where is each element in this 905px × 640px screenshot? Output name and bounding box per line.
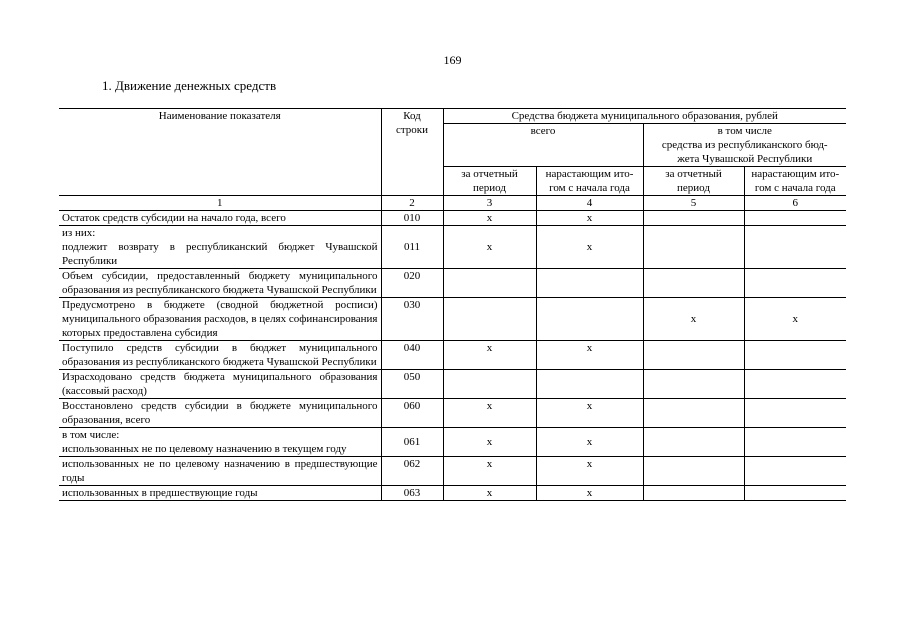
row-cell: x — [643, 298, 744, 341]
row-code: 062 — [381, 457, 443, 486]
header-period-5: за отчетный период — [643, 167, 744, 196]
row-cell — [744, 428, 846, 457]
row-cell: x — [443, 486, 536, 501]
row-name: Предусмотрено в бюджете (сводной бюджетной росписи) муниципального образования расходов, в целях софинансирования которых предоставлена субсидия — [59, 298, 381, 341]
row-name: использованных не по целевому назначению в предшествующие годы — [59, 457, 381, 486]
row-cell: x — [536, 486, 643, 501]
column-number: 5 — [643, 196, 744, 211]
row-code: 040 — [381, 341, 443, 370]
header-funds: Средства бюджета муниципального образования, рублей — [443, 109, 846, 124]
column-number: 3 — [443, 196, 536, 211]
row-cell — [443, 298, 536, 341]
row-cell — [643, 399, 744, 428]
header-republican-funds: средства из республиканского бюд- жета Чувашской Республики — [643, 138, 846, 167]
table-row — [59, 486, 846, 501]
column-number: 2 — [381, 196, 443, 211]
table-row — [59, 226, 846, 269]
table-row — [59, 399, 846, 428]
table-row — [59, 269, 846, 298]
column-number: 1 — [59, 196, 381, 211]
row-cell: x — [443, 341, 536, 370]
cash-flow-table — [59, 108, 846, 501]
row-cell: x — [443, 457, 536, 486]
row-cell — [643, 211, 744, 226]
row-cell: x — [443, 226, 536, 269]
row-cell — [744, 399, 846, 428]
section-title: 1. Движение денежных средств — [102, 78, 277, 93]
row-cell — [744, 341, 846, 370]
table-row — [59, 211, 846, 226]
row-code: 061 — [381, 428, 443, 457]
row-code: 030 — [381, 298, 443, 341]
row-cell — [443, 269, 536, 298]
row-cell — [536, 298, 643, 341]
row-code: 011 — [381, 226, 443, 269]
header-period-3: за отчетный период — [443, 167, 536, 196]
row-cell — [536, 370, 643, 399]
header-code: Код строки — [381, 109, 443, 196]
table-row — [59, 298, 846, 341]
row-code: 020 — [381, 269, 443, 298]
row-cell — [744, 269, 846, 298]
row-name: в том числе: использованных не по целевому назначению в текущем году — [59, 428, 381, 457]
row-name: использованных в предшествующие годы — [59, 486, 381, 501]
row-cell — [643, 269, 744, 298]
row-name: Остаток средств субсидии на начало года, всего — [59, 211, 381, 226]
row-cell: x — [536, 226, 643, 269]
row-cell — [744, 457, 846, 486]
column-number: 6 — [744, 196, 846, 211]
header-total: всего — [443, 124, 643, 167]
header-name: Наименование показателя — [59, 109, 381, 196]
row-cell — [643, 226, 744, 269]
header-cumulative-4: нарастающим ито- гом с начала года — [536, 167, 643, 196]
row-cell — [744, 486, 846, 501]
row-cell: x — [744, 298, 846, 341]
row-code: 010 — [381, 211, 443, 226]
row-name: Объем субсидии, предоставленный бюджету муниципального образования из республиканского бюджета Чувашской Республики — [59, 269, 381, 298]
row-cell: x — [536, 399, 643, 428]
table-row — [59, 457, 846, 486]
column-number: 4 — [536, 196, 643, 211]
row-cell: x — [536, 457, 643, 486]
row-cell: x — [536, 428, 643, 457]
table-row — [59, 370, 846, 399]
row-cell — [536, 269, 643, 298]
row-cell — [443, 370, 536, 399]
table-row — [59, 428, 846, 457]
row-code: 060 — [381, 399, 443, 428]
row-cell: x — [443, 211, 536, 226]
page-number: 169 — [443, 53, 462, 67]
row-cell — [643, 457, 744, 486]
row-cell: x — [443, 428, 536, 457]
row-cell — [643, 370, 744, 399]
row-cell — [643, 486, 744, 501]
row-name: из них: подлежит возврату в республиканский бюджет Чувашской Республики — [59, 226, 381, 269]
row-code: 063 — [381, 486, 443, 501]
row-code: 050 — [381, 370, 443, 399]
row-cell: x — [536, 211, 643, 226]
row-cell — [744, 370, 846, 399]
row-name: Восстановлено средств субсидии в бюджете муниципального образования, всего — [59, 399, 381, 428]
header-cumulative-6: нарастающим ито- гом с начала года — [744, 167, 846, 196]
table-row — [59, 341, 846, 370]
row-cell: x — [443, 399, 536, 428]
header-including: в том числе — [643, 124, 846, 139]
column-number-row — [59, 196, 846, 211]
row-cell — [744, 211, 846, 226]
row-name: Израсходовано средств бюджета муниципального образования (кассовый расход) — [59, 370, 381, 399]
row-cell: x — [536, 341, 643, 370]
row-cell — [643, 341, 744, 370]
row-cell — [643, 428, 744, 457]
row-cell — [744, 226, 846, 269]
row-name: Поступило средств субсидии в бюджет муниципального образования из республиканского бюджета Чувашской Республики — [59, 341, 381, 370]
